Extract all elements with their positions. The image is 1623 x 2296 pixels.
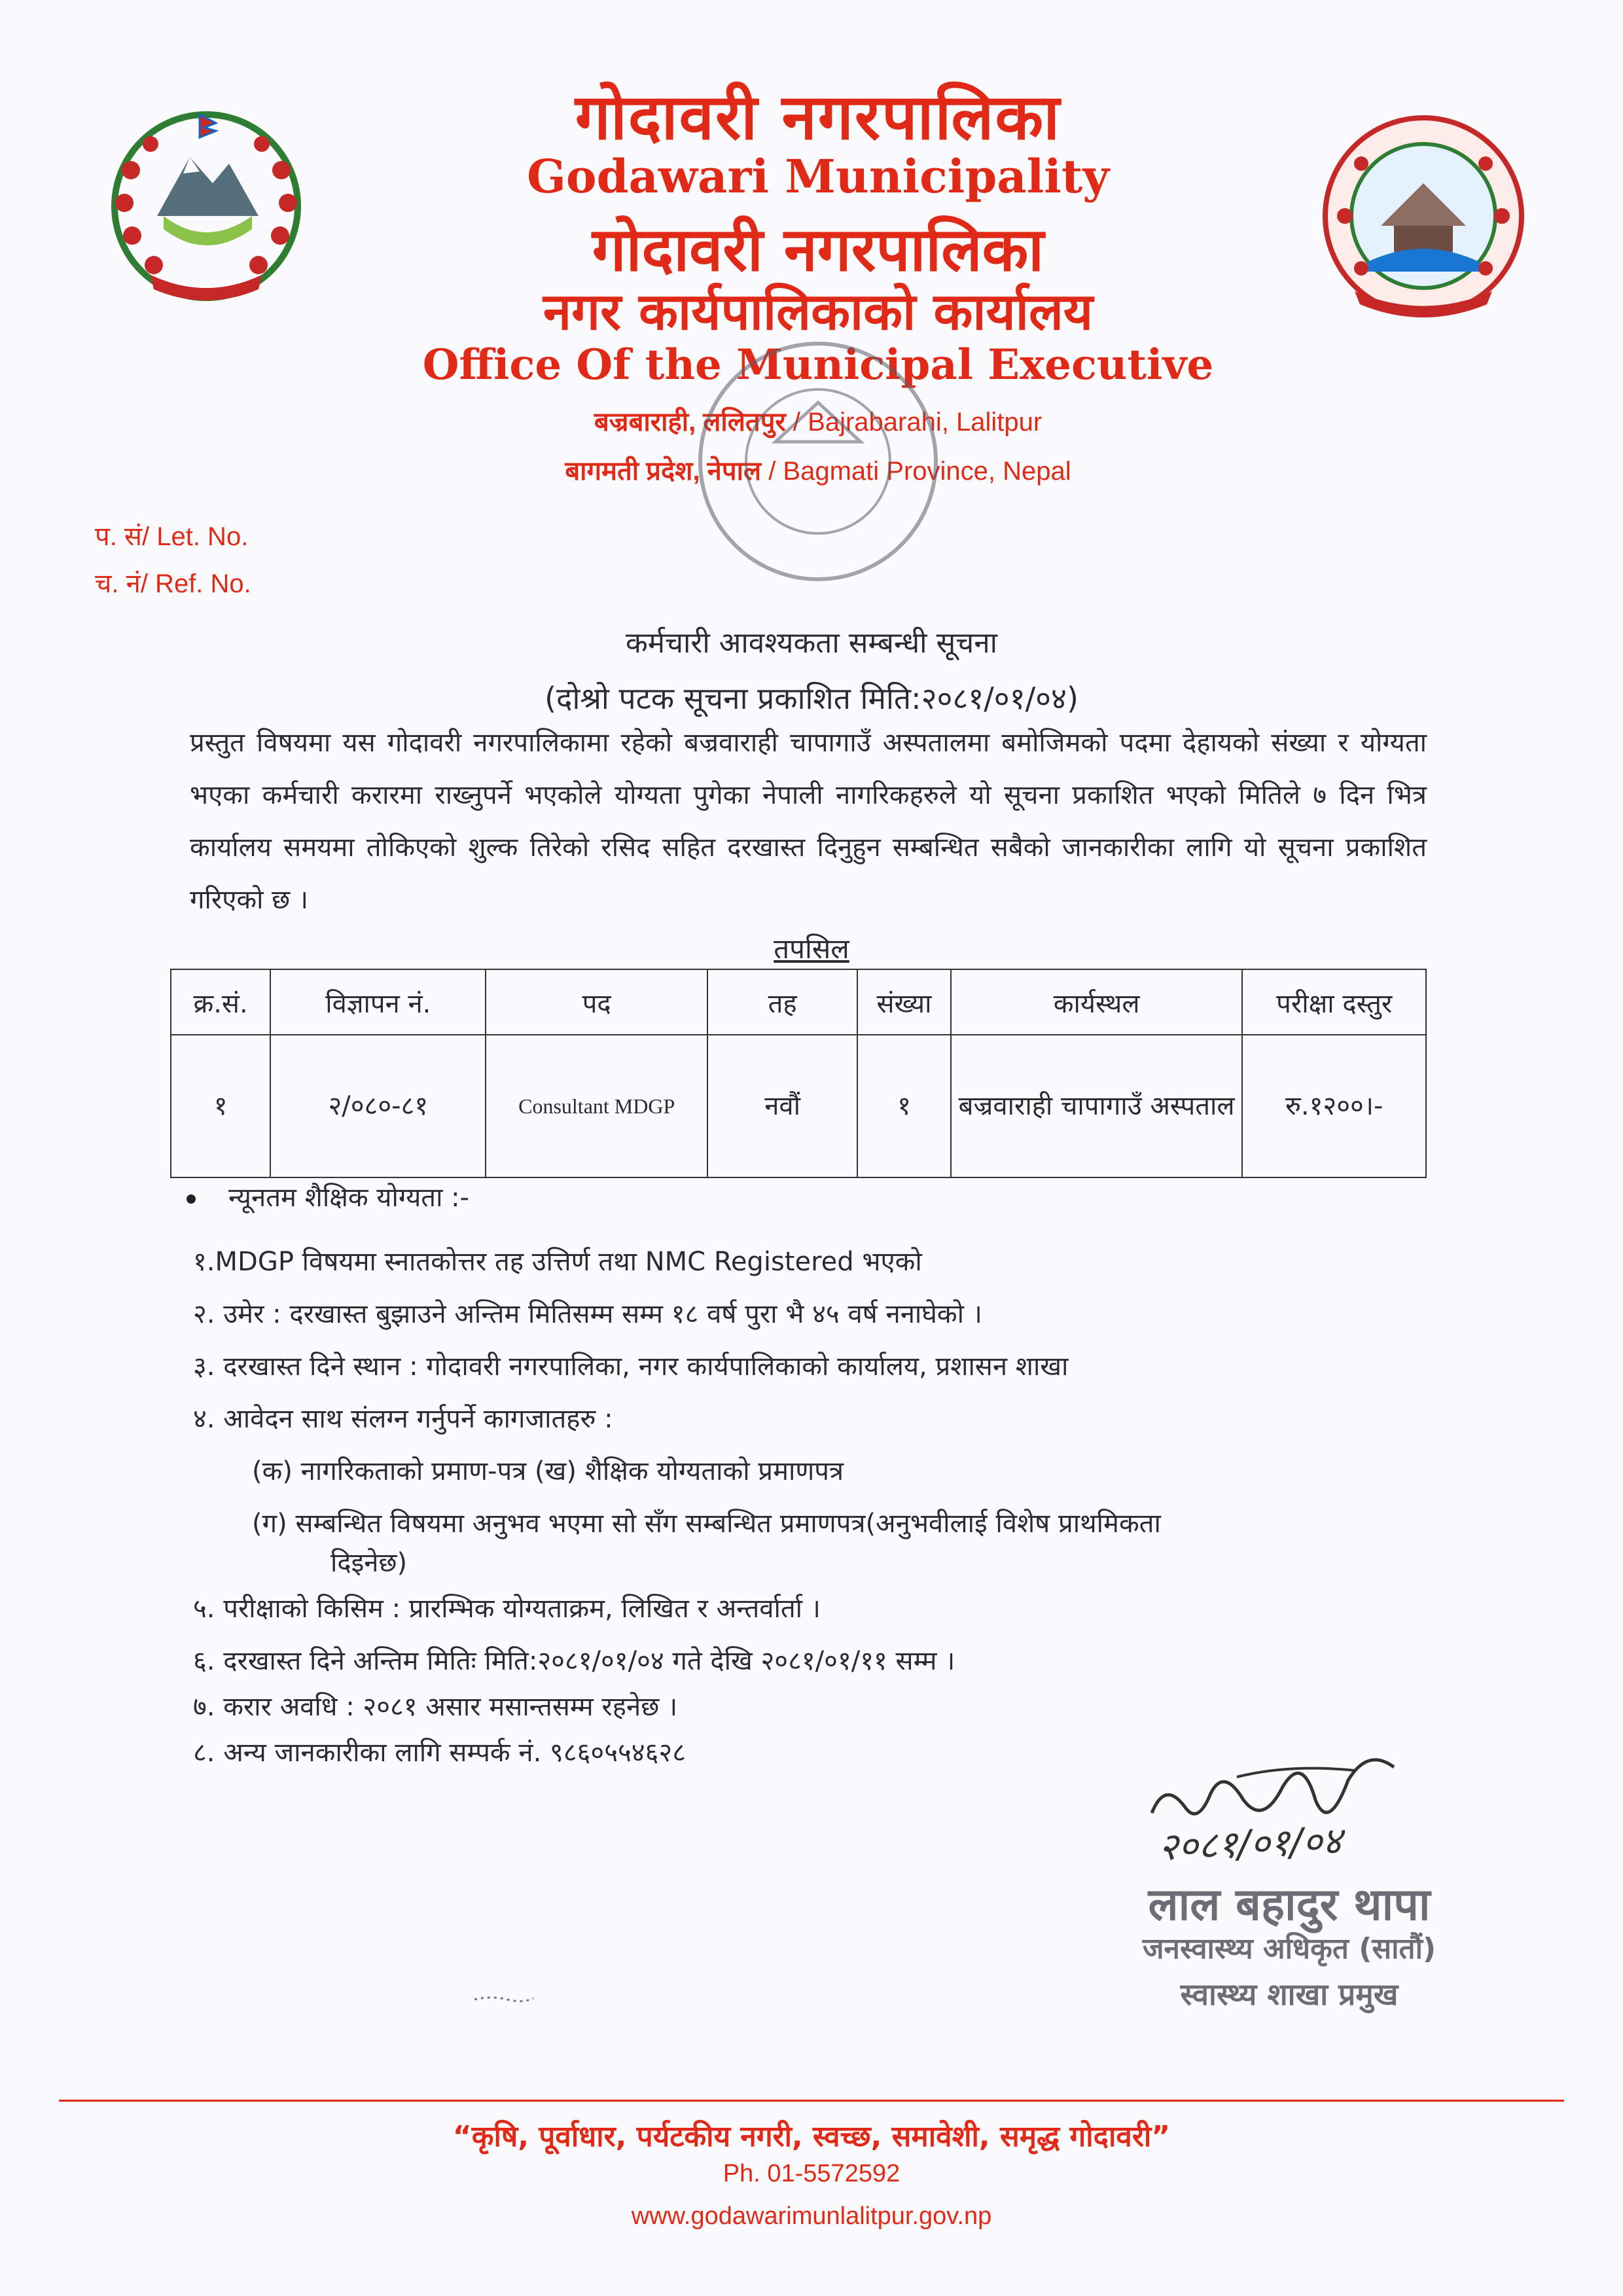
column-header-post: पद — [486, 969, 707, 1035]
cell-workplace: बज्रवाराही चापागाउँ अस्पताल — [951, 1035, 1243, 1177]
list-item: (ग) सम्बन्धित विषयमा अनुभव भएमा सो सँग सम्बन्धित प्रमाणपत्र(अनुभवीलाई विशेष प्राथमिकता — [252, 1509, 1161, 1539]
footer-website: www.godawarimunlalitpur.gov.np — [631, 2202, 992, 2230]
column-header-workplace: कार्यस्थल — [951, 969, 1243, 1035]
column-header-count: संख्या — [857, 969, 950, 1035]
cell-sn: १ — [171, 1035, 270, 1177]
list-item: १.MDGP विषयमा स्नातकोत्तर तह उत्तिर्ण तथा NMC Registered भएको — [193, 1247, 922, 1277]
cell-level: नवौं — [707, 1035, 857, 1177]
municipality-title-nepali: गोदावरी नगरपालिका — [575, 80, 1061, 154]
column-header-ad-number: विज्ञापन नं. — [270, 969, 486, 1035]
reference-number-label-nepali: च. नं — [95, 569, 141, 598]
reference-number-label — [95, 564, 251, 600]
column-header-level: तह — [707, 969, 857, 1035]
footer-divider — [59, 2100, 1564, 2102]
footer-phone: Ph. 01-5572592 — [722, 2160, 901, 2187]
list-item: ३. दरखास्त दिने स्थान : गोदावरी नगरपालिका, नगर कार्यपालिकाको कार्यालय, प्रशासन शाखा — [193, 1352, 1069, 1382]
letter-number-label-english: / Let. No. — [142, 522, 249, 551]
list-item: ५. परीक्षाको किसिम : प्रारम्भिक योग्यताक्रम, लिखित र अन्तर्वार्ता । — [193, 1594, 821, 1624]
address-line-2-english: / Bagmati Province, Nepal — [768, 457, 1071, 486]
requirements-heading: न्यूनतम शैक्षिक योग्यता :- — [228, 1183, 470, 1213]
column-header-exam-fee: परीक्षा दस्तुर — [1242, 969, 1426, 1035]
address-line-1-nepali: बज्रबाराही, ललितपुर — [594, 408, 786, 437]
requirements-heading-row — [187, 1178, 469, 1214]
bullet-icon — [187, 1194, 196, 1204]
office-title-nepali: नगर कार्यपालिकाको कार्यालय — [543, 282, 1094, 342]
office-title-english: Office Of the Municipal Executive — [422, 340, 1214, 389]
notice-title: कर्मचारी आवश्यकता सम्बन्धी सूचना — [625, 626, 998, 660]
godawari-municipality-logo-icon — [1315, 105, 1531, 327]
list-item: दिइनेछ) — [330, 1548, 408, 1578]
vacancy-table — [170, 969, 1427, 1178]
nepal-government-emblem-icon — [92, 98, 321, 314]
table-header-row — [171, 969, 1426, 1035]
column-header-sn: क्र.सं. — [171, 969, 270, 1035]
list-item: ६. दरखास्त दिने अन्तिम मितिः मिति:२०८१/०१/०४ गते देखि २०८१/०१/११ सम्म । — [193, 1646, 955, 1676]
table-row — [171, 1035, 1426, 1177]
address-line-1-english: / Bajrabarahi, Lalitpur — [793, 408, 1043, 437]
letter-number-label — [95, 517, 248, 553]
office-seal-stamp-icon — [677, 331, 959, 592]
municipality-title-newari: गोदावरी नगरपालिका — [592, 214, 1044, 285]
municipality-title-english: Godawari Municipality — [527, 149, 1109, 204]
cell-post: Consultant MDGP — [486, 1035, 707, 1177]
list-item: ७. करार अवधि : २०८१ असार मसान्तसम्म रहनेछ । — [193, 1692, 678, 1722]
signature-date: २०८१/०१/०४ — [1157, 1818, 1343, 1869]
signatory-designation: जनस्वास्थ्य अधिकृत (सातौं) — [1142, 1932, 1436, 1965]
list-item: ४. आवेदन साथ संलग्न गर्नुपर्ने कागजातहरु : — [193, 1404, 613, 1434]
list-item: ८. अन्य जानकारीका लागि सम्पर्क नं. ९८६०५५४६२८ — [193, 1738, 686, 1768]
ink-speck-icon — [471, 1993, 537, 2006]
letter-number-label-nepali: प. सं — [95, 522, 142, 551]
notice-paragraph: प्रस्तुत विषयमा यस गोदावरी नगरपालिकामा रहेको बज्रवाराही चापागाउँ अस्पतालमा बमोजिमको पदमा देहायको संख्या र योग्यता भएका कर्मचारी करारमा राख्नुपर्ने भएकोले योग्यता पुगेका नेपाली नागरिकहरुले यो सूचना प्रकाशित भएको मितिले ७ दिन भित्र कार्यालय समयमा तोकिएको शुल्क तिरेको रसिद सहित दरखास्त दिनुहुन सम्बन्धित सबैको जानकारीका लागि यो सूचना प्रकाशित गरिएको छ । — [190, 728, 1427, 915]
address-line-2-nepali: बागमती प्रदेश, नेपाल — [565, 457, 762, 486]
footer-motto: “कृषि, पूर्वाधार, पर्यटकीय नगरी, स्वच्छ, समावेशी, समृद्ध गोदावरी” — [452, 2120, 1171, 2153]
details-heading: तपसिल — [774, 933, 849, 965]
cell-exam-fee: रु.१२००।- — [1242, 1035, 1426, 1177]
signatory-department: स्वास्थ्य शाखा प्रमुख — [1180, 1977, 1399, 2012]
reference-number-label-english: / Ref. No. — [140, 569, 251, 598]
signatory-name: लाल बहादुर थापा — [1148, 1879, 1431, 1931]
cell-ad-number: २/०८०-८१ — [270, 1035, 486, 1177]
notice-subtitle: (दोश्रो पटक सूचना प्रकाशित मिति:२०८१/०१/०४) — [544, 681, 1079, 716]
list-item: (क) नागरिकताको प्रमाण-पत्र (ख) शैक्षिक योग्यताको प्रमाणपत्र — [252, 1456, 844, 1486]
cell-count: १ — [857, 1035, 950, 1177]
list-item: २. उमेर : दरखास्त बुझाउने अन्तिम मितिसम्म सम्म १८ वर्ष पुरा भै ४५ वर्ष ननाघेको । — [193, 1299, 982, 1329]
